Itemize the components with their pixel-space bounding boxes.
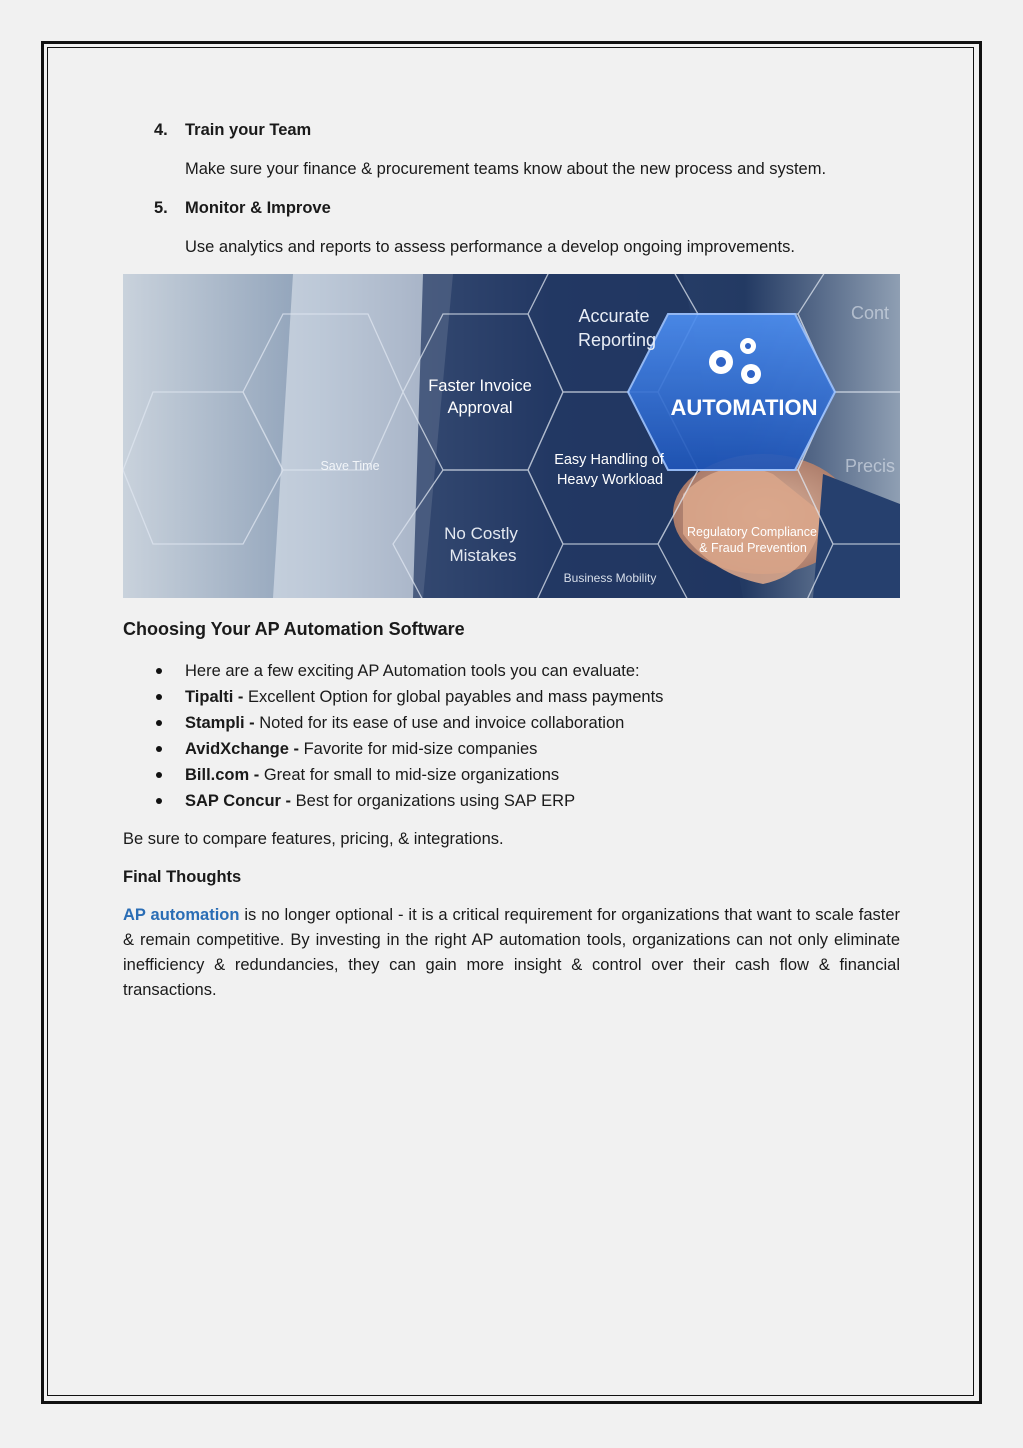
step-item: [123, 196, 900, 221]
tool-desc: Best for organizations using SAP ERP: [295, 792, 576, 810]
compare-note: Be sure to compare features, pricing, & integrations.: [123, 830, 504, 848]
tool-desc: Favorite for mid-size companies: [303, 740, 538, 758]
bullet-icon: [156, 772, 162, 778]
step-description: Make sure your finance & procurement teams know about the new process and system.: [185, 160, 827, 178]
final-body: is no longer optional - it is a critical requirement for organizations that want to scale faster & remain competitive. By investing in the right AP automation tools, organizations can not only eliminate inefficiency & redundancies, they can gain more insight & control over their cash flow & financial transactions.: [123, 906, 900, 999]
tool-desc: Great for small to mid-size organizations: [263, 766, 560, 784]
bullet-icon: [156, 668, 162, 674]
tool-desc: Excellent Option for global payables and mass payments: [247, 688, 664, 706]
tool-name: Stampli -: [185, 714, 260, 732]
tool-desc: Noted for its ease of use and invoice collaboration: [259, 714, 625, 732]
tool-name: Bill.com -: [185, 766, 264, 784]
label-automation: AUTOMATION: [670, 395, 818, 420]
tool-name: AvidXchange -: [185, 740, 304, 758]
final-paragraph: [123, 903, 900, 1003]
label-easy: Easy Handling of: [554, 452, 664, 468]
list-item: [123, 788, 900, 814]
list-item: [123, 658, 900, 684]
final-thoughts-heading: Final Thoughts: [123, 868, 242, 886]
label-workload: Heavy Workload: [556, 472, 664, 488]
step-number: 4.: [154, 121, 168, 139]
ap-automation-link[interactable]: AP automation: [123, 906, 240, 924]
list-item: [123, 762, 900, 788]
bullet-icon: [156, 694, 162, 700]
label-regulatory: Regulatory Compliance: [687, 525, 817, 539]
tool-name: Tipalti -: [185, 688, 248, 706]
section-heading: Choosing Your AP Automation Software: [123, 619, 465, 639]
label-fraud: & Fraud Prevention: [699, 541, 807, 555]
label-precis: Precis: [844, 456, 896, 476]
list-item: [123, 684, 900, 710]
label-business-mobility: Business Mobility: [563, 571, 657, 585]
list-item: [123, 710, 900, 736]
tool-name: SAP Concur -: [185, 792, 296, 810]
label-cont: Cont: [850, 303, 890, 323]
label-accurate: Accurate: [578, 306, 650, 326]
tools-intro: Here are a few exciting AP Automation tools you can evaluate:: [185, 662, 640, 680]
bullet-icon: [156, 720, 162, 726]
label-save-time: Save Time: [320, 459, 380, 473]
step-title: Train your Team: [185, 121, 312, 139]
label-mistakes: Mistakes: [449, 546, 517, 565]
tools-list: [123, 658, 900, 814]
list-item: [123, 736, 900, 762]
step-title: Monitor & Improve: [185, 199, 331, 217]
label-no-costly: No Costly: [444, 524, 518, 543]
label-faster: Faster Invoice: [428, 377, 532, 395]
label-reporting: Reporting: [577, 330, 657, 350]
label-approval: Approval: [447, 399, 513, 417]
step-number: 5.: [154, 199, 168, 217]
step-description: Use analytics and reports to assess performance a develop ongoing improvements.: [185, 238, 795, 256]
automation-hero-image: [123, 274, 900, 598]
document-content: [123, 118, 900, 1003]
bullet-icon: [156, 746, 162, 752]
step-item: [123, 118, 900, 143]
bullet-icon: [156, 798, 162, 804]
